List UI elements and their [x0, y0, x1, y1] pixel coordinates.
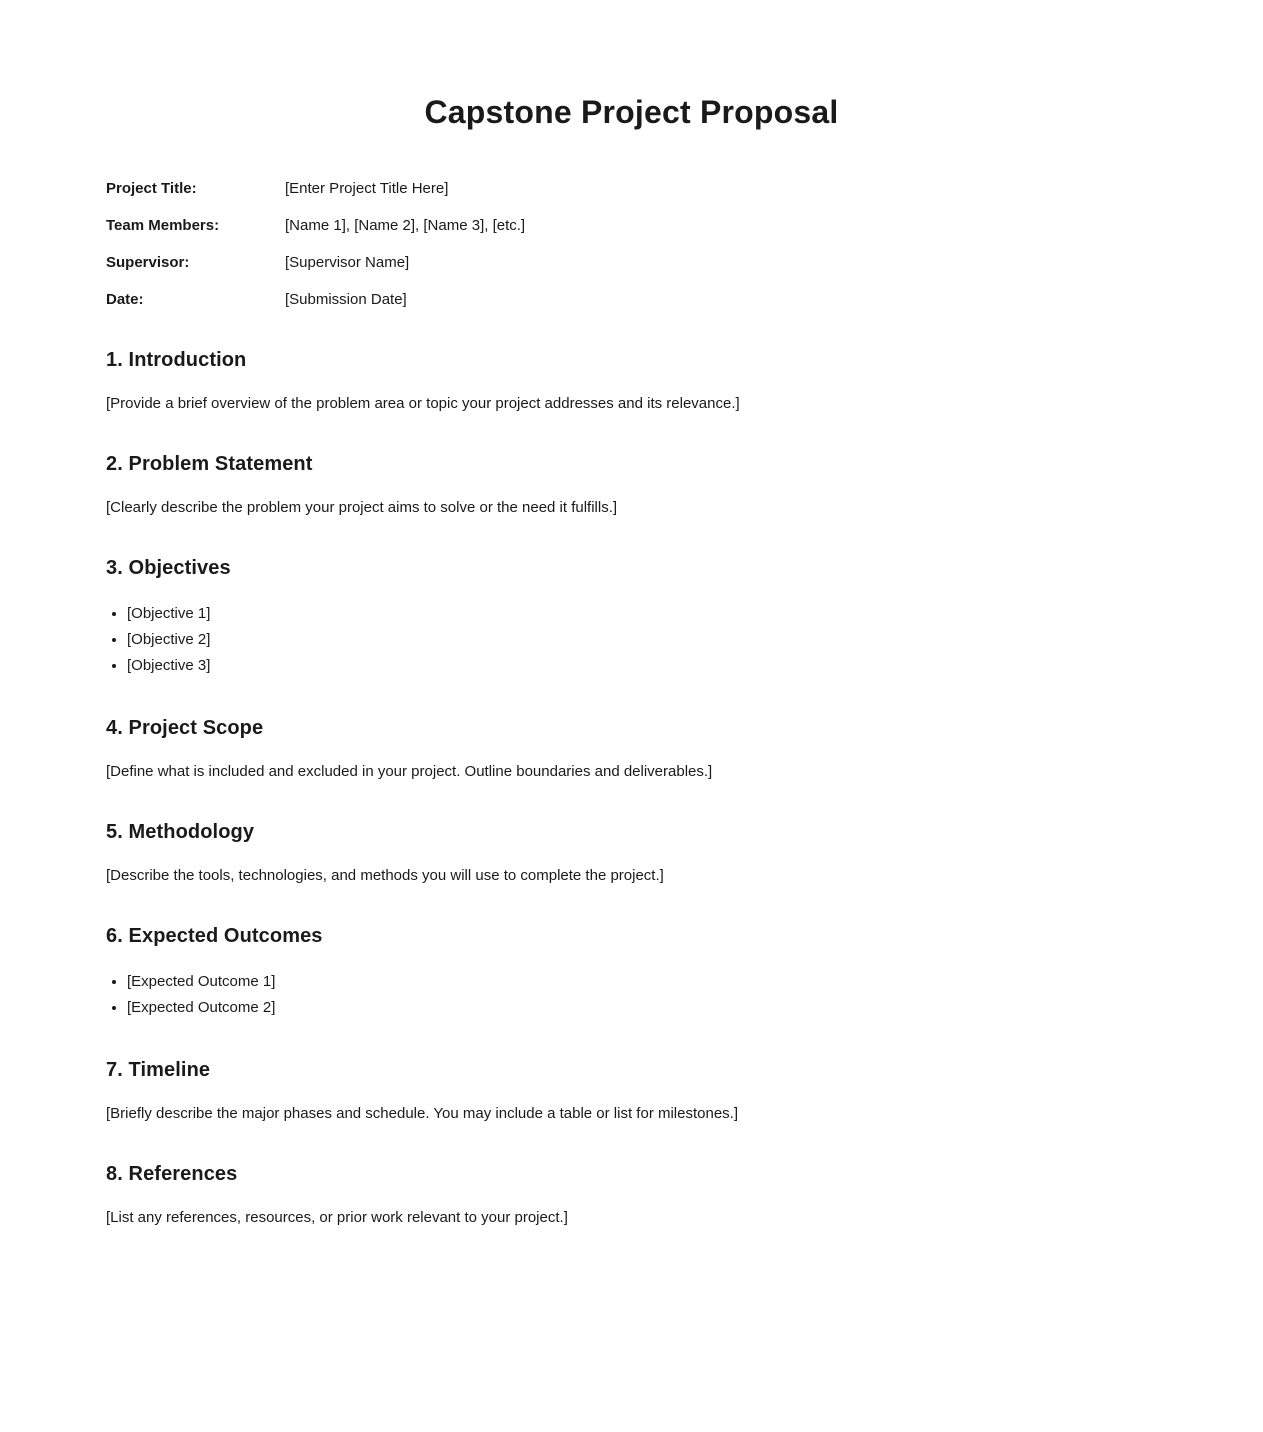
section-problem-statement	[106, 451, 1157, 519]
section-title: 2. Problem Statement	[106, 453, 313, 475]
meta-row-team-members	[106, 215, 1157, 237]
section-title: 8. References	[106, 1163, 238, 1185]
meta-row-project-title	[106, 178, 1157, 200]
section-title: 3. Objectives	[106, 557, 231, 579]
section-methodology	[106, 819, 1157, 887]
bullet-item: • [Objective 1]	[127, 601, 1157, 627]
section-objectives	[106, 555, 1157, 679]
meta-label: Project Title:	[106, 180, 197, 197]
meta-label: Date:	[106, 291, 144, 308]
meta-value: [Supervisor Name]	[285, 254, 410, 271]
bullet-item: • [Objective 2]	[127, 627, 1157, 653]
section-title: 1. Introduction	[106, 349, 247, 371]
section-references	[106, 1161, 1157, 1229]
bullet-item: • [Expected Outcome 1]	[127, 969, 1157, 995]
section-body: [List any references, resources, or prior work relevant to your project.]	[106, 1209, 568, 1226]
bullet-item: • [Expected Outcome 2]	[127, 995, 1157, 1021]
meta-label: Supervisor:	[106, 254, 190, 271]
page-title: Capstone Project Proposal	[424, 94, 839, 130]
section-title: 7. Timeline	[106, 1059, 211, 1081]
section-body: [Define what is included and excluded in your project. Outline boundaries and deliverables.]	[106, 763, 713, 780]
meta-row-date	[106, 289, 1157, 311]
bullet-list	[106, 601, 1157, 679]
section-introduction	[106, 347, 1157, 415]
metadata-block	[106, 178, 1157, 311]
meta-value: [Submission Date]	[285, 291, 407, 308]
section-project-scope	[106, 715, 1157, 783]
section-body: [Briefly describe the major phases and schedule. You may include a table or list for milestones.]	[106, 1105, 739, 1122]
meta-label: Team Members:	[106, 217, 220, 234]
meta-value: [Enter Project Title Here]	[285, 180, 449, 197]
meta-row-supervisor	[106, 252, 1157, 274]
document-page	[0, 92, 1263, 1432]
meta-value: [Name 1], [Name 2], [Name 3], [etc.]	[285, 217, 526, 234]
section-title: 4. Project Scope	[106, 717, 264, 739]
section-body: [Describe the tools, technologies, and methods you will use to complete the project.]	[106, 867, 664, 884]
section-body: [Provide a brief overview of the problem area or topic your project addresses and its relevance.]	[106, 395, 740, 412]
section-timeline	[106, 1057, 1157, 1125]
section-title: 5. Methodology	[106, 821, 255, 843]
section-expected-outcomes	[106, 923, 1157, 1021]
section-body: [Clearly describe the problem your project aims to solve or the need it fulfills.]	[106, 499, 618, 516]
section-title: 6. Expected Outcomes	[106, 925, 323, 947]
bullet-item: • [Objective 3]	[127, 653, 1157, 679]
bullet-list	[106, 969, 1157, 1021]
